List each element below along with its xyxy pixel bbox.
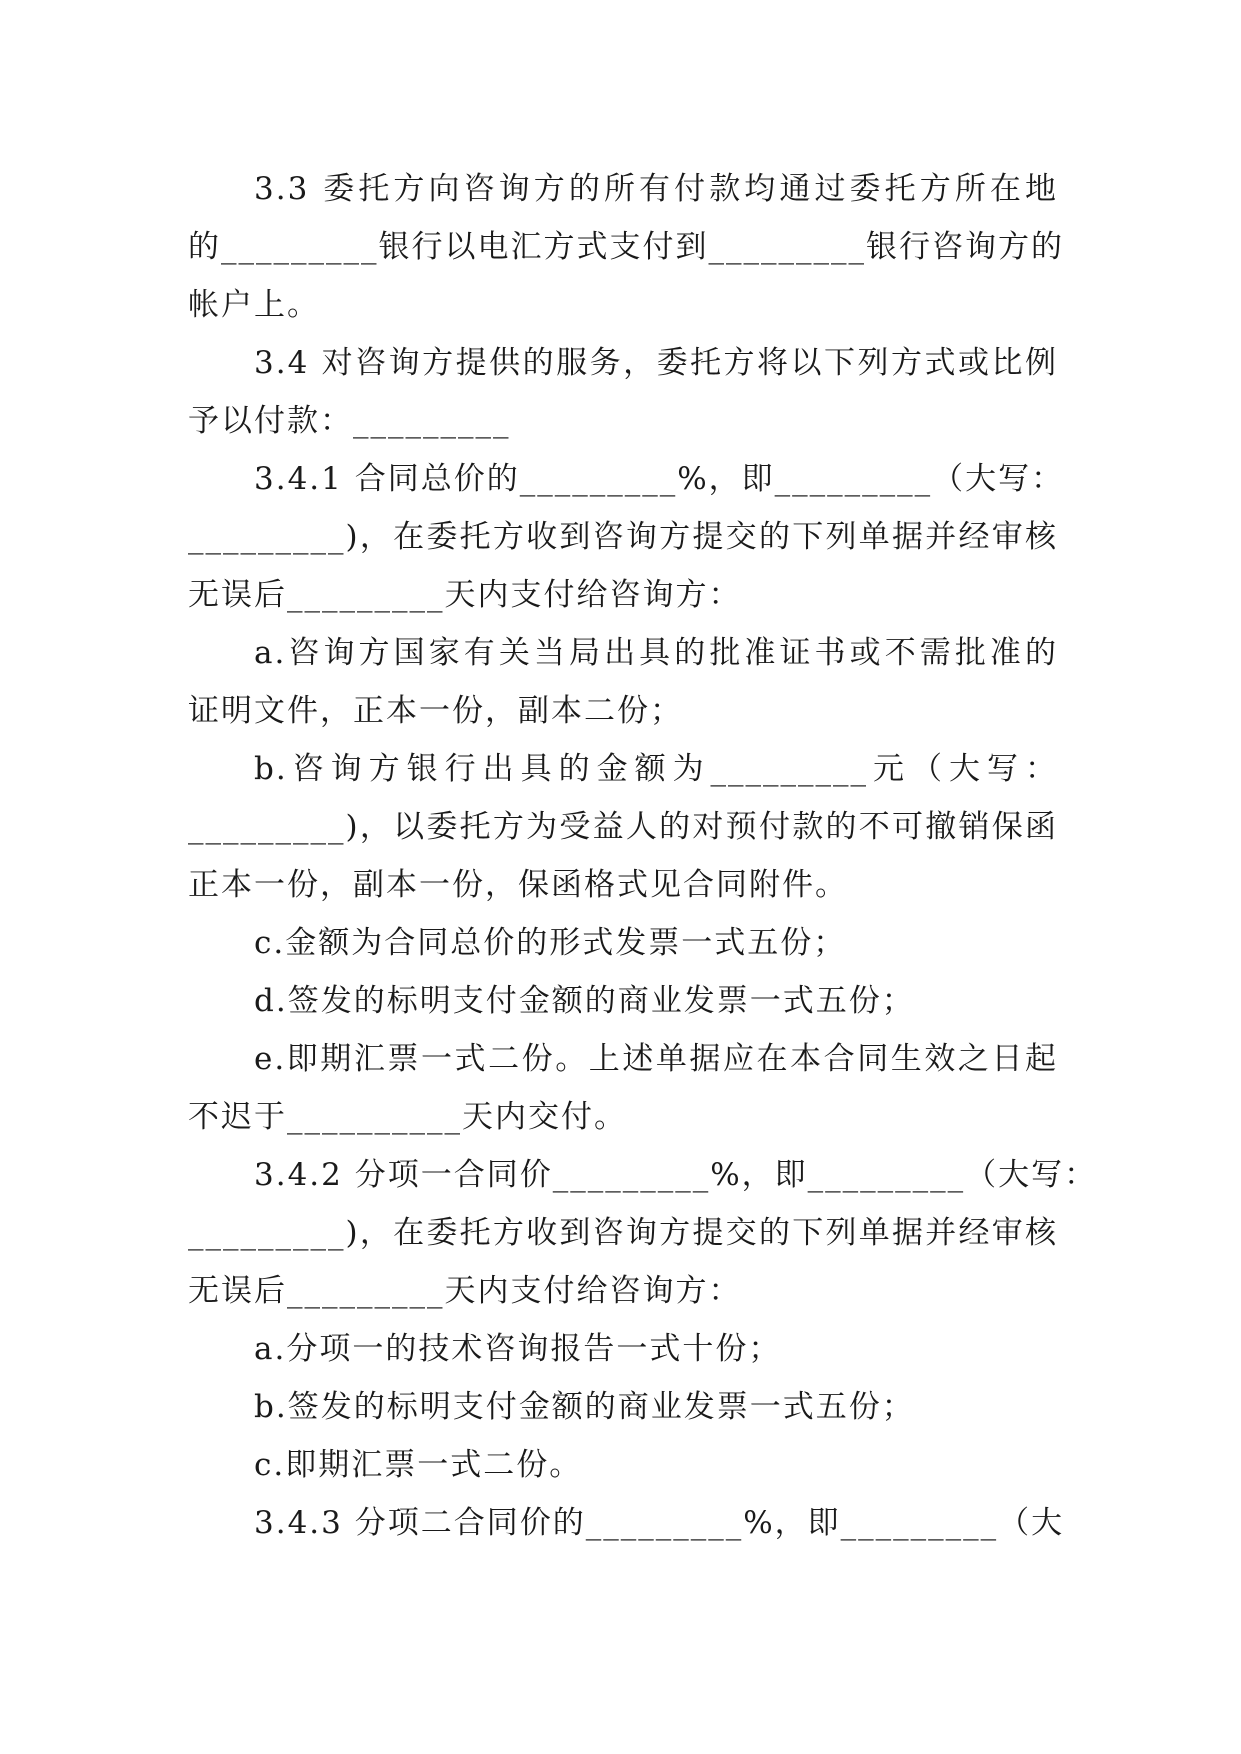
clause-3-4-1-line-1: 3.4.1 合同总价的_________%，即_________（大写：: [254, 461, 1065, 497]
clause-3-4-3-line-1: 3.4.3 分项二合同价的_________%，即_________（大: [254, 1505, 1065, 1541]
item-e-line-1: e.即期汇票一式二份。上述单据应在本合同生效之日起: [254, 1041, 1058, 1077]
sub-item-a-line: a.分项一的技术咨询报告一式十份；: [254, 1331, 782, 1367]
item-b-line-2: _________)，以委托方为受益人的对预付款的不可撤销保函: [188, 809, 1058, 845]
item-d-line: d.签发的标明支付金额的商业发票一式五份；: [254, 983, 915, 1019]
clause-3-4-2-line-1: 3.4.2 分项一合同价_________%，即_________（大写：: [254, 1157, 1098, 1193]
clause-3-4-line-2: 予以付款：_________: [188, 403, 511, 439]
clause-3-3-line-1: 3.3 委托方向咨询方的所有付款均通过委托方所在地: [254, 171, 1058, 207]
clause-3-4-line-1: 3.4 对咨询方提供的服务，委托方将以下列方式或比例: [254, 345, 1058, 381]
item-a-line-1: a.咨询方国家有关当局出具的批准证书或不需批准的: [254, 635, 1058, 671]
item-b-line-1: b.咨询方银行出具的金额为_________元（大写：: [254, 751, 1058, 787]
clause-3-4-2-line-2: _________)，在委托方收到咨询方提交的下列单据并经审核: [188, 1215, 1058, 1251]
clause-3-3-line-2: 的_________银行以电汇方式支付到_________银行咨询方的: [188, 229, 1064, 265]
clause-3-3-line-3: 帐户上。: [188, 287, 320, 323]
sub-item-b-line: b.签发的标明支付金额的商业发票一式五份；: [254, 1389, 915, 1425]
clause-3-4-1-line-3: 无误后_________天内支付给咨询方：: [188, 577, 742, 613]
item-e-line-2: 不迟于__________天内交付。: [188, 1099, 627, 1135]
document-body: [188, 160, 1098, 1552]
item-a-line-2: 证明文件，正本一份，副本二份；: [188, 693, 683, 729]
clause-3-4-1-line-2: _________)，在委托方收到咨询方提交的下列单据并经审核: [188, 519, 1058, 555]
item-c-line: c.金额为合同总价的形式发票一式五份；: [254, 925, 847, 961]
clause-3-4-2-line-3: 无误后_________天内支付给咨询方：: [188, 1273, 742, 1309]
sub-item-c-line: c.即期汇票一式二份。: [254, 1447, 583, 1483]
item-b-line-3: 正本一份，副本一份，保函格式见合同附件。: [188, 867, 848, 903]
